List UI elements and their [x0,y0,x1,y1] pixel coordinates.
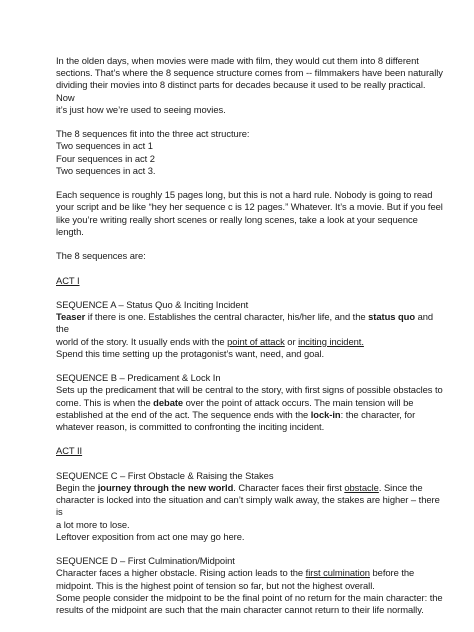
text-span: established at the end of the act. The sequence ends with the [56,408,311,420]
sequence-b-title: SEQUENCE B – Predicament & Lock In [56,372,221,384]
text-span: come. This is when the [56,396,154,408]
paragraph-gap [56,238,444,250]
paragraph-gap [56,177,444,189]
text-span: before the [369,567,415,579]
text-span: and the [56,311,434,335]
bold-term: lock-in [310,408,341,420]
bold-term: debate [153,396,184,408]
text-line: dividing their movies into 8 distinct parts for decades because it used to be really practical. Now [56,79,426,103]
act-structure-paragraph [56,128,444,177]
sequence-length-paragraph [56,189,444,238]
paragraph-gap [56,433,444,445]
text-line [56,397,444,409]
text-line: Two sequences in act 1 [56,140,153,152]
text-line: Sets up the predicament that will be central to the story, with first signs of possible obstacles to [56,384,443,396]
sequence-d-title: SEQUENCE D – First Culmination/Midpoint [56,555,235,567]
sequence-d-section [56,555,444,616]
sequence-a-title: SEQUENCE A – Status Quo & Inciting Incident [56,298,249,310]
text-span: : the character, for [340,408,416,420]
paragraph-gap [56,543,444,555]
text-line: midpoint. This is the highest point of tension so far, but not the highest overall. [56,579,375,591]
act-two-heading: ACT II [56,445,83,457]
text-span: over the point of attack occurs. The main tension will be [183,396,414,408]
text-line: Leftover exposition from act one may go here. [56,530,245,542]
text-line: Some people consider the midpoint to be the final point of no return for the main character: the [56,591,443,603]
text-line: In the olden days, when movies were made with film, they would cut them into 8 different [56,55,419,66]
text-line: like you’re writing really short scenes or really long scenes, take a look at your sequence length. [56,213,418,237]
sequence-c-title: SEQUENCE C – First Obstacle & Raising the Stakes [56,469,274,481]
text-span: world of the story. It usually ends with the [56,335,228,347]
text-line: sections. That’s where the 8 sequence structure comes from -- filmmakers have been naturally [56,67,443,79]
text-line: it’s just how we’re used to seeing movies. [56,103,226,115]
text-line [56,567,444,579]
sequence-c-section [56,470,444,543]
paragraph-gap [56,262,444,274]
first-culmination-link[interactable]: first culmination [305,567,370,579]
sequence-b-section [56,372,444,433]
text-line [56,336,444,348]
text-line [56,409,444,421]
paragraph-gap [56,360,444,372]
text-span: Character faces a higher obstacle. Rising action leads to the [56,567,306,579]
text-line: Four sequences in act 2 [56,152,155,164]
text-line: a lot more to lose. [56,518,130,530]
text-span: Begin the [56,481,98,493]
bold-term: Teaser [56,311,86,323]
text-span: . Character faces their first [233,481,345,493]
bold-term: status quo [368,311,416,323]
text-line [56,482,444,494]
text-line: your script and be like “hey her sequence c is 12 pages.” Whatever. It’s a movie. But if you feel [56,201,443,213]
point-of-attack-link[interactable]: point of attack [227,335,285,347]
obstacle-link[interactable]: obstacle [344,481,379,493]
text-line [56,311,444,335]
text-line: character is locked into the situation and can’t simply walk away, the stakes are higher – there is [56,494,440,518]
paragraph-gap [56,287,444,299]
paragraph-gap [56,116,444,128]
bold-term: journey through the new world [97,481,234,493]
text-span: . Since the [378,481,423,493]
text-line: The 8 sequences fit into the three act structure: [56,128,250,140]
text-line: Each sequence is roughly 15 pages long, but this is not a hard rule. Nobody is going to read [56,189,433,201]
text-span: or [284,335,299,347]
sequence-a-section [56,299,444,360]
inciting-incident-link[interactable]: inciting incident. [298,335,364,347]
paragraph-gap [56,458,444,470]
sequences-list-intro: The 8 sequences are: [56,250,146,262]
intro-paragraph [56,55,444,116]
text-line: whatever reason, is committed to confronting the inciting incident. [56,421,325,432]
text-line: Spend this time setting up the protagonist’s want, need, and goal. [56,347,325,359]
text-line: Two sequences in act 3. [56,164,156,176]
text-span: if there is one. Establishes the central character, his/her life, and the [85,311,369,323]
text-line: results of the midpoint are such that the main character cannot return to their life normally. [56,604,424,615]
act-one-heading: ACT I [56,274,80,286]
